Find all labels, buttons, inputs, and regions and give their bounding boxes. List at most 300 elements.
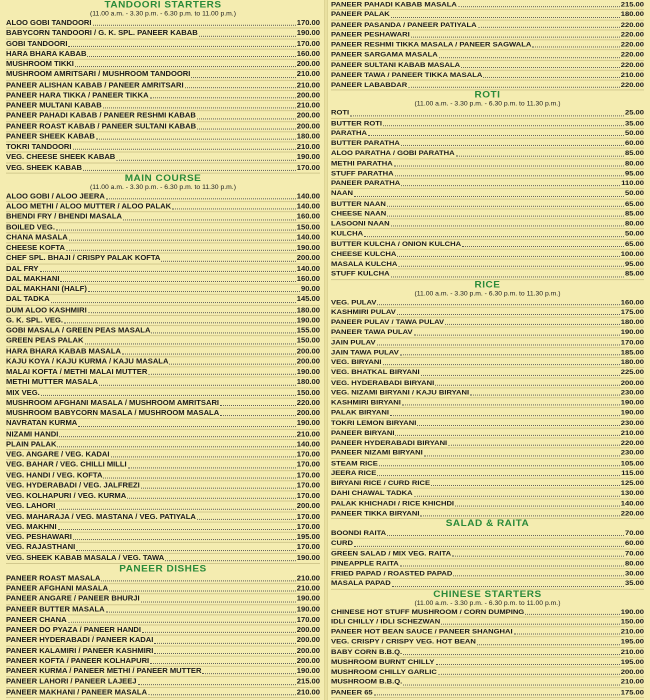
menu-item-price: 150.00 [620, 617, 644, 626]
menu-item-price: 180.00 [296, 377, 320, 386]
dot-leader [398, 260, 624, 267]
dot-leader [477, 637, 620, 644]
menu-item-price: 65.00 [624, 239, 644, 248]
menu-item-name: PANEER KALAMIRI / PANEER KASHMIRI [6, 646, 154, 655]
menu-item [331, 81, 644, 91]
dot-leader [438, 668, 620, 675]
menu-item-name: GOBI TANDOORI [6, 39, 68, 48]
dot-leader [111, 450, 296, 458]
menu-item-name: PANEER SULTANI KABAB MASALA [331, 60, 461, 69]
dot-leader [436, 658, 620, 665]
menu-item [6, 378, 320, 388]
menu-item [331, 338, 644, 348]
dot-leader [191, 70, 295, 78]
menu-item [6, 80, 320, 90]
menu-item [331, 579, 644, 589]
menu-item-name: PANEER ALISHAN KABAB / PANEER AMRITSARI [6, 80, 184, 89]
menu-item [6, 132, 320, 142]
menu-item [331, 249, 644, 259]
dot-leader [220, 398, 296, 406]
menu-item-name: ALOO METHI / ALOO MUTTER / ALOO PALAK [6, 202, 172, 211]
menu-item-price: 210.00 [620, 647, 644, 656]
menu-item [6, 101, 320, 111]
menu-item [6, 574, 320, 584]
menu-item-name: CHEESE KOFTA [6, 243, 65, 252]
menu-item-price: 70.00 [624, 549, 644, 558]
dot-leader [73, 142, 296, 150]
dot-leader [383, 119, 624, 126]
menu-item-price: 180.00 [296, 132, 320, 141]
menu-item [331, 388, 644, 398]
menu-item-price: 210.00 [296, 573, 320, 583]
dot-leader [403, 678, 619, 685]
dot-leader [478, 20, 620, 27]
menu-item [6, 153, 320, 163]
menu-item-price: 190.00 [296, 315, 320, 324]
menu-item-name: MIX VEG. [6, 388, 40, 397]
menu-item-price: 190.00 [296, 604, 320, 614]
dot-leader [514, 627, 620, 634]
dot-leader [58, 522, 296, 530]
dot-leader [452, 549, 624, 556]
menu-item-name: PANEER ROAST MASALA [6, 573, 101, 583]
dot-leader [123, 212, 296, 220]
menu-item [331, 189, 644, 199]
menu-item-price: 200.00 [296, 90, 320, 99]
menu-item-price: 220.00 [620, 80, 644, 89]
menu-item-name: PANEER KOFTA / PANEER KOLHAPURI [6, 656, 150, 665]
menu-item-name: STEAM RICE [331, 458, 378, 467]
menu-item [331, 260, 644, 270]
menu-item [331, 179, 644, 189]
menu-item-price: 50.00 [624, 189, 644, 198]
menu-item-price: 190.00 [296, 367, 320, 376]
dot-leader [387, 209, 624, 216]
menu-item-name: VEG. SHEEK KABAB MASALA / VEG. TAWA [6, 553, 165, 562]
menu-item-price: 190.00 [296, 243, 320, 252]
menu-item [6, 419, 320, 429]
menu-item [6, 122, 320, 132]
menu-item-price: 210.00 [296, 101, 320, 110]
menu-item-name: VEG. MAHARAJA / VEG. MASTANA / VEG. PATIYALA [6, 512, 196, 521]
section-title: RICE [474, 279, 501, 290]
menu-item [6, 91, 320, 101]
menu-item-price: 160.00 [296, 49, 320, 58]
menu-item [6, 285, 320, 295]
menu-item [331, 20, 644, 30]
menu-item-name: PANEER HYDERABADI / PANEER KADAI [6, 635, 154, 645]
dot-leader [431, 479, 620, 486]
menu-item [6, 336, 320, 346]
menu-item-name: PANEER BUTTER MASALA [6, 604, 105, 614]
menu-item-price: 150.00 [296, 336, 320, 345]
menu-item-name: MUSHROOM AMRITSARI / MUSHROOM TANDOORI [6, 70, 191, 79]
dot-leader [103, 101, 296, 109]
menu-item [331, 109, 644, 119]
menu-item-name: PANEER MAKHANI / PANEER MASALA [6, 687, 148, 696]
dot-leader [424, 449, 620, 456]
menu-item-price: 155.00 [296, 326, 320, 335]
dot-leader [88, 305, 296, 313]
menu-item-price: 190.00 [296, 28, 320, 37]
menu-item [6, 646, 320, 656]
menu-item-name: PANEER HYDERABADI BIRYANI [331, 438, 448, 447]
menu-item-price: 170.00 [296, 163, 320, 172]
dot-leader [60, 274, 295, 282]
menu-item [6, 347, 320, 357]
menu-item [6, 398, 320, 408]
menu-item [331, 509, 644, 519]
menu-item-price: 170.00 [296, 615, 320, 624]
dot-leader [414, 328, 620, 335]
menu-item-price: 170.00 [296, 18, 320, 27]
menu-item-name: NIZAMI HANDI [6, 429, 59, 438]
menu-item-name: BUTTER ROTI [331, 118, 383, 127]
menu-item-name: BOILED VEG. [6, 222, 55, 231]
menu-item-price: 85.00 [624, 209, 644, 218]
dot-leader [397, 308, 620, 315]
menu-item-price: 140.00 [296, 439, 320, 448]
dot-leader [387, 529, 624, 536]
menu-item-price: 25.00 [624, 108, 644, 117]
menu-item [6, 70, 320, 80]
menu-item-name: PANEER PALAK [331, 10, 390, 19]
menu-item [6, 223, 320, 233]
menu-item-name: ROTI [331, 108, 350, 117]
dot-leader [197, 111, 296, 119]
menu-item-name: VEG. SHEEK KABAB [6, 163, 82, 172]
dot-leader [197, 122, 296, 130]
menu-item [331, 40, 644, 50]
menu-item [331, 688, 644, 698]
menu-item-name: BABY CORN B.B.Q. [331, 647, 403, 656]
menu-item-name: VEG. RAJASTHANI [6, 543, 76, 552]
dot-leader [172, 202, 296, 210]
menu-item [331, 328, 644, 338]
menu-item-name: STUFF PARATHA [331, 168, 394, 177]
dot-leader [88, 285, 300, 293]
menu-item [6, 584, 320, 594]
dot-leader [364, 229, 624, 236]
menu-item-name: GREEN PEAS PALAK [6, 336, 84, 345]
menu-item-name: VEG. KOLHAPURI / VEG. KURMA [6, 491, 127, 500]
menu-item [6, 212, 320, 222]
menu-item-name: HARA BHARA KABAB MASALA [6, 346, 122, 355]
menu-item-name: ALOO GOBI TANDOORI [6, 18, 92, 27]
menu-item-price: 210.00 [620, 627, 644, 636]
dot-leader [76, 543, 296, 551]
dot-leader [68, 39, 295, 47]
menu-item [331, 559, 644, 569]
menu-item-price: 140.00 [296, 233, 320, 242]
menu-item [331, 617, 644, 627]
menu-item [331, 229, 644, 239]
menu-item [331, 50, 644, 60]
menu-item-name: PINEAPPLE RAITA [331, 559, 399, 568]
menu-item [331, 70, 644, 80]
dot-leader [148, 687, 296, 695]
dot-leader [127, 491, 296, 499]
menu-section-paneer-dishes [6, 564, 320, 698]
dot-leader [483, 70, 619, 77]
menu-item-name: TOKRI LEMON BIRYANI [331, 418, 417, 427]
menu-item [331, 219, 644, 229]
dot-leader [141, 594, 296, 602]
menu-item-name: MUSHROOM AFGHANI MASALA / MUSHROOM AMRITSARI [6, 398, 220, 407]
section-hours: (11.00 a.m. - 3.30 p.m. - 6.30 p.m. to 11.30 p.m.) [90, 184, 236, 191]
menu-item-name: CHEESE KULCHA [331, 249, 397, 258]
menu-item-price: 200.00 [296, 656, 320, 665]
dot-leader [73, 533, 296, 541]
dot-leader [154, 646, 295, 654]
menu-item-name: BUTTER PARATHA [331, 138, 400, 147]
menu-item-name: BIRYANI RICE / CURD RICE [331, 478, 431, 487]
menu-item-name: PANEER AFGHANI MASALA [6, 584, 109, 593]
dot-leader [106, 192, 296, 200]
menu-item-price: 80.00 [624, 559, 644, 568]
menu-item-name: VEG. ANGARE / VEG. KADAI [6, 450, 110, 459]
menu-item-price: 190.00 [296, 666, 320, 676]
dot-leader [75, 60, 296, 68]
menu-item-name: PANEER 65 [331, 687, 373, 696]
menu-item-price: 50.00 [624, 229, 644, 238]
menu-item-name: KASHMIRI BIRYANI [331, 398, 401, 407]
dot-leader [154, 636, 295, 644]
menu-item-name: ALOO PARATHA / GOBI PARATHA [331, 148, 455, 157]
menu-item [331, 30, 644, 40]
menu-item-name: HARA BHARA KABAB [6, 49, 87, 58]
menu-item-price: 230.00 [620, 448, 644, 457]
menu-item [331, 378, 644, 388]
menu-item [331, 348, 644, 358]
menu-item-price: 210.00 [296, 584, 320, 593]
menu-item-price: 195.00 [296, 532, 320, 541]
menu-item-name: CHINESE HOT STUFF MUSHROOM / CORN DUMPING [331, 607, 525, 616]
menu-item-price: 140.00 [296, 191, 320, 200]
menu-item-name: BUTTER KULCHA / ONION KULCHA [331, 239, 462, 248]
menu-item-name: MUSHROOM TIKKI [6, 59, 74, 68]
dot-leader [354, 539, 624, 546]
menu-item [331, 637, 644, 647]
dot-leader [59, 429, 295, 437]
dot-leader [220, 409, 296, 417]
menu-item-price: 115.00 [621, 468, 644, 477]
dot-leader [458, 0, 620, 7]
menu-item-name: PANEER MULTANI KABAB [6, 101, 102, 110]
dot-leader [411, 30, 620, 37]
menu-item-price: 140.00 [296, 202, 320, 211]
menu-item-price: 90.00 [300, 284, 320, 293]
menu-item [6, 481, 320, 491]
dot-leader [391, 219, 624, 226]
menu-item-price: 160.00 [296, 212, 320, 221]
dot-leader [453, 569, 624, 576]
menu-item-price: 200.00 [296, 408, 320, 417]
menu-item-price: 150.00 [296, 388, 320, 397]
menu-item-name: METHI PARATHA [331, 158, 393, 167]
menu-item-price: 50.00 [624, 128, 644, 137]
menu-item-price: 190.00 [296, 152, 320, 161]
menu-item-name: VEG. CHEESE SHEEK KABAB [6, 152, 116, 161]
section-hours: (11.00 a.m. - 3.30 p.m. - 6.30 p.m. to 11.00 p.m.) [414, 600, 561, 607]
dot-leader [350, 109, 624, 116]
dot-leader [199, 29, 296, 37]
menu-item-price: 80.00 [624, 158, 644, 167]
dot-leader [57, 440, 295, 448]
dot-leader [99, 378, 296, 386]
section-title: CHINESE STARTERS [433, 589, 542, 600]
menu-item-price: 170.00 [296, 543, 320, 552]
menu-item [6, 305, 320, 315]
section-hours: (11.00 a.m. - 3.30 p.m. - 6.30 p.m. to 11.30 p.m.) [414, 290, 561, 297]
menu-item [331, 489, 644, 499]
menu-item-name: VEG. HYDERABADI / VEG. JALFREZI [6, 481, 140, 490]
menu-item-name: ALOO GOBI / ALOO JEERA [6, 191, 105, 200]
menu-item-price: 210.00 [620, 70, 644, 79]
menu-item-price: 215.00 [296, 677, 320, 686]
menu-item [6, 274, 320, 284]
menu-item-price: 80.00 [624, 219, 644, 228]
menu-section-roti [331, 91, 644, 280]
menu-item-price: 220.00 [620, 438, 644, 447]
menu-item [331, 408, 644, 418]
menu-item-price: 180.00 [620, 357, 644, 367]
menu-item-name: VEG. HYDERABADI BIRYANI [331, 378, 435, 387]
menu-item [331, 0, 644, 10]
dot-leader [151, 326, 295, 334]
menu-item [331, 668, 644, 678]
dot-leader [56, 223, 296, 231]
dot-leader [69, 233, 296, 241]
section-title: TANDOORI STARTERS [104, 0, 222, 11]
menu-item-price: 170.00 [296, 470, 320, 479]
menu-item-name: MASALA KULCHA [331, 259, 398, 268]
menu-item [331, 438, 644, 448]
menu-item-price: 170.00 [296, 481, 320, 490]
menu-item-name: PANEER SHEEK KABAB [6, 132, 95, 141]
menu-item-name: NAVRATAN KURMA [6, 419, 78, 428]
menu-item-price: 35.00 [624, 579, 644, 588]
menu-item [331, 149, 644, 159]
dot-leader [394, 159, 624, 166]
dot-leader [93, 18, 296, 26]
dot-leader [395, 169, 624, 176]
menu-item [6, 357, 320, 367]
menu-item-name: BHENDI FRY / BHENDI MASALA [6, 212, 123, 221]
dot-leader [64, 316, 296, 324]
menu-item-price: 160.00 [296, 274, 320, 283]
menu-item [331, 459, 644, 469]
menu-item-price: 175.00 [620, 687, 644, 696]
menu-item-price: 210.00 [296, 687, 320, 696]
menu-item [331, 469, 644, 479]
menu-item-price: 185.00 [620, 347, 644, 356]
menu-item-price: 215.00 [620, 0, 644, 9]
menu-item-name: PANEER DO PYAZA / PANEER HANDI [6, 625, 142, 634]
dot-leader [109, 584, 296, 592]
menu-item-name: MUSHROOM BABYCORN MASALA / MUSHROOM MASALA [6, 408, 220, 417]
menu-item [6, 636, 320, 646]
menu-section-continued [331, 0, 644, 91]
dot-leader [392, 579, 624, 586]
menu-item-name: JAIN PULAV [331, 337, 376, 346]
menu-item-name: TOKRI TANDOORI [6, 142, 72, 151]
menu-item-price: 190.00 [620, 327, 644, 336]
dot-leader [85, 336, 296, 344]
menu-item [331, 209, 644, 219]
menu-item [6, 543, 320, 553]
dot-leader [448, 438, 620, 445]
menu-item-name: PANEER PASANDA / PANEER PATIYALA [331, 20, 477, 29]
dot-leader [150, 656, 296, 664]
menu-item-name: FRIED PAPAD / ROASTED PAPAD [331, 569, 453, 578]
menu-item [331, 479, 644, 489]
menu-item-price: 160.00 [620, 297, 644, 306]
dot-leader [165, 553, 296, 561]
dot-leader [106, 605, 296, 613]
menu-item-price: 110.00 [621, 178, 644, 188]
menu-item [331, 418, 644, 428]
dot-leader [377, 338, 620, 345]
dot-leader [391, 10, 620, 17]
menu-item-price: 220.00 [620, 508, 644, 518]
dot-leader [68, 615, 296, 623]
menu-item-name: VEG. MAKHNI [6, 522, 57, 531]
menu-item-name: MUSHROOM BURNT CHILLY [331, 657, 435, 666]
menu-item-price: 170.00 [296, 522, 320, 531]
menu-item-name: MALAI KOFTA / METHI MALAI MUTTER [6, 367, 148, 376]
menu-item-name: MUSHROOM CHILLY GARLIC [331, 667, 437, 676]
menu-item-price: 220.00 [620, 60, 644, 69]
menu-item-name: VEG. PULAV [331, 297, 377, 306]
menu-item-price: 200.00 [296, 253, 320, 262]
menu-item-price: 230.00 [620, 388, 644, 397]
menu-item-price: 95.00 [624, 259, 644, 268]
menu-item [331, 318, 644, 328]
dot-leader [148, 367, 295, 375]
menu-item [6, 233, 320, 243]
menu-item-name: PALAK KHICHADI / RICE KHICHDI [331, 498, 455, 507]
menu-item-name: PANEER PAHADI KABAB MASALA [331, 0, 457, 9]
menu-item-price: 105.00 [620, 458, 644, 467]
menu-item [6, 388, 320, 398]
menu-item-price: 200.00 [296, 346, 320, 355]
dot-leader [402, 398, 620, 405]
menu-item-name: JAIN TAWA PULAV [331, 347, 399, 356]
menu-item-price: 220.00 [296, 398, 320, 407]
menu-item [6, 502, 320, 512]
menu-column-left [6, 0, 320, 698]
dot-leader [403, 647, 620, 654]
dot-leader [383, 358, 620, 365]
menu-item-price: 130.00 [620, 488, 644, 497]
dot-leader [78, 419, 295, 427]
menu-item [6, 667, 320, 677]
menu-item-name: KASHMIRI PULAV [331, 307, 396, 316]
page-fold-divider [324, 0, 328, 700]
menu-item-price: 210.00 [620, 677, 644, 686]
dot-leader [169, 357, 295, 365]
menu-item-name: PANEER NIZAMI BIRYANI [331, 448, 423, 457]
menu-item-name: VEG. PESHAWARI [6, 532, 72, 541]
dot-leader [414, 489, 620, 496]
menu-item [6, 594, 320, 604]
menu-item-price: 220.00 [620, 40, 644, 49]
menu-item [6, 440, 320, 450]
menu-item [331, 678, 644, 688]
menu-item [331, 549, 644, 559]
menu-item-price: 35.00 [624, 118, 644, 127]
